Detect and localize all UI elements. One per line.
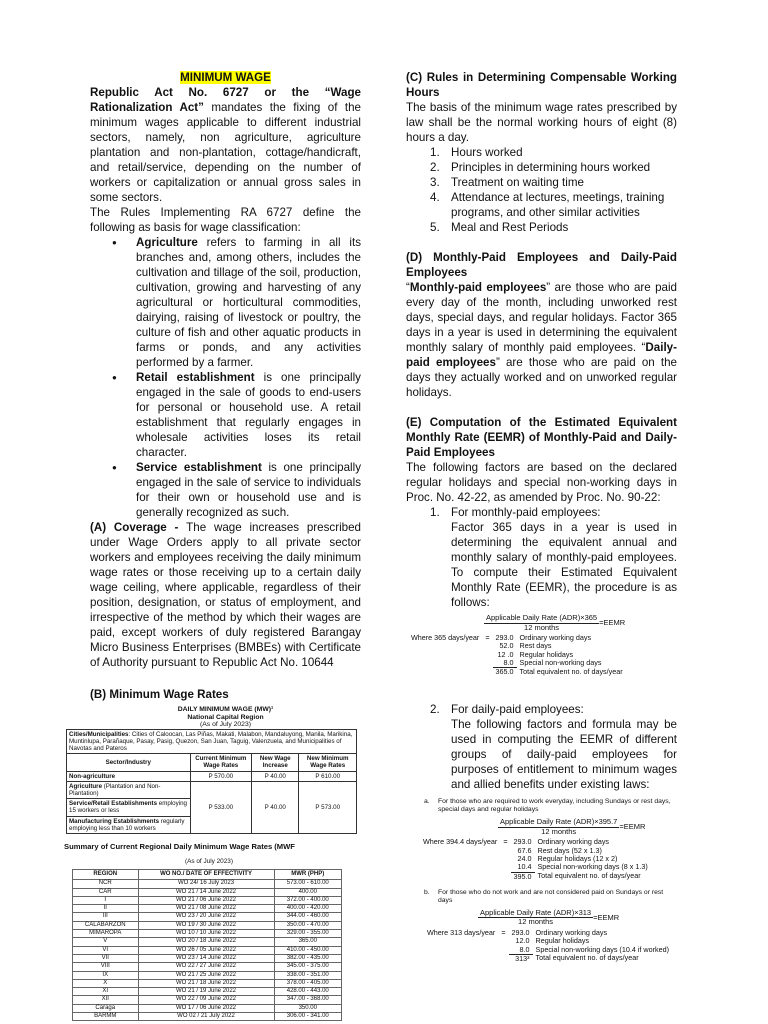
table-row: Non-agriculture P 570.00 P 40.00 P 610.00 xyxy=(67,771,357,781)
calc-row: 10.4 Special non-working days (8 x 1.3) xyxy=(420,863,651,872)
table-row: VII WO 23 / 14 June 2022 382.00 - 435.00 xyxy=(73,954,342,962)
calc-row: 12 .0 Regular holidays xyxy=(497,649,574,659)
section-c-text: The basis of the minimum wage rates prescribed by law shall be the normal working hours of eight (8) hours a day. xyxy=(406,101,677,144)
list-item: 5. Meal and Rest Periods xyxy=(430,221,569,234)
coverage-paragraph: (A) Coverage - The wage increases prescribed under Wage Orders apply to all private sector workers and employees receiving the daily minimum wage rates or those receiving up to a certain daily wage ceiling, where applicable, regardless of their position, designation, or status of employment, and irrespective of the method by which their wages are paid, except workers of duly registered Barangay Micro Business Enterprises (BMBEs) with Certificate of Authority pursuant to Republic Act No. 10644 xyxy=(90,521,361,669)
case-a-text: a. For those who are required to work everyday, including Sundays or rest days, special days and regular holidays xyxy=(424,798,671,814)
calc-row: 52.0 Rest days xyxy=(499,641,552,651)
table-row: VIII WO 22 / 27 June 2022 345.00 - 375.00 xyxy=(73,963,342,971)
list-item: ● Retail establishment is one principally engaged in the sale of goods to end-users for personal or household use. A retail establishment that regularly engages in wholesale activities loses its retail character. xyxy=(90,370,361,460)
eemr-formula-b: $\frac{\text{Applicable Daily Rate (ADR)×313}}{\text{12 months}}$ =EEMR xyxy=(480,907,620,927)
table-row: MIMAROPA WO 10 / 10 June 2022 329.00 - 355.00 xyxy=(73,930,342,938)
regional-wage-block: Summary of Current Regional Daily Minimum Wage Rates (MWF (As of July 2023) REGION WO NO./ DATE OF EFFECTIVITY MWR (PHP) NCR WO 24/ 16 July 2023 573.00 - 610.00 CAR WO 21 / 14 June 2022 400.00 I WO 21 / 06 June 2022 372.00 - 400.00 II WO 21 / 08 June 2022 400.00 - 420.00 III WO 23 / 20 June 2022 344.00 - 460.00 CALABARZON WO 19 / 30 June 2022 350.00 - 470.00 MIMAROPA WO 10 / 10 June 2022 329.00 - 355.00 V WO 20 / 18 June 2022 365.00 VI WO 26 / 05 June 2022 410.00 - 450.00 VII WO 23 / 14 June 2022 382.00 - 435.00 VIII WO 22 / 27 June 2022 345.00 - 375.00 IX WO 21 / 25 June 2022 338.00 - 351.00 X WO 21 / 18 June 2022 378.00 - 405.00 XI WO 21 / 19 June 2022 428.00 - 443.00 XII WO 22 / 09 June 2022 347.00 - 368.00 Caraga WO 17 / 06 June 2022 350.00 BARMM WO 02 / 21 July 2022 306.00 - 341.00 xyxy=(64,839,361,1021)
section-d-text: “Monthly-paid employees” are those who are paid every day of the month, including unworked rest days, special days, and regular holidays. Factor 365 days in a year is used in determining the equivalent monthly salary of monthly paid employees. “Daily-paid employees” are those who are paid on the days they actually worked and on unworked regular holidays. xyxy=(406,281,678,399)
calc-313-table xyxy=(424,929,672,963)
section-e-heading: (E) Computation of the Estimated Equivalent Monthly Rate (EEMR) of Monthly-Paid and Daily-Paid Employees xyxy=(406,416,677,459)
list-item: 1. Hours worked xyxy=(430,146,523,159)
eemr-formula-monthly: $\frac{\text{Applicable Daily Rate (ADR)×365}}{\text{12 months}}$ =EEMR xyxy=(486,613,626,632)
table-row: XI WO 21 / 19 June 2022 428.00 - 443.00 xyxy=(73,988,342,996)
ncr-wage-table-block: DAILY MINIMUM WAGE (MW)¹ National Capital Region (As of July 2023) Cities/Municipalities: Cities of Caloocan, Las Piñas, Makati, Malabon, Mandaluyong, Manila, Marikina, Muntinlupa, Parañaque, Pasay, Pasig, Quezon, San Juan, Taguig, Valenzuela, and Municipalities of Navotas and Pateros Sector/Industry Current Minimum Wage Rates New Wage Increase New Minimum Wage Rates Non-agriculture P 570.00 P 40.00 P 610.00 Agriculture (Plantation and Non-Plantation) P 533.00 P 40.00 P 573.00 Service/Retail Establishments employing 15 workers or less Manufacturing Establishments regularly employing less than 10 workers xyxy=(90,706,361,834)
table-row: VI WO 26 / 05 June 2022 410.00 - 450.00 xyxy=(73,946,342,954)
calc-row: 395.0 Total equivalent no. of days/year xyxy=(513,871,641,881)
calc-row: 67.6 Rest days (52 x 1.3) xyxy=(517,845,602,855)
calc-394-table xyxy=(420,838,651,880)
calc-row: Where 365 days/year = 293.0 Ordinary working days xyxy=(411,633,592,642)
section-d-heading: (D) Monthly-Paid Employees and Daily-Paid Employees xyxy=(406,251,677,279)
case-b-text: b. For those who do not work and are not considered paid on Sundays or rest days xyxy=(424,888,664,904)
table-row: XII WO 22 / 09 June 2022 347.00 - 368.00 xyxy=(73,996,342,1004)
irr-paragraph: The Rules Implementing RA 6727 define the following as basis for wage classification: xyxy=(90,206,361,234)
classification-list xyxy=(90,235,361,520)
calc-row: Where 394.4 days/year = 293.0 Ordinary working days xyxy=(423,837,610,847)
section-c-heading: (C) Rules in Determining Compensable Working Hours xyxy=(406,71,677,99)
calc-row: 313³ Total equivalent no. of days/year xyxy=(515,953,639,963)
list-item: ● Agriculture refers to farming in all its branches and, among others, includes the cultivation and tillage of the soil, production, cultivation, growing and harvesting of any agricultural or horticultural commodities, dairying, raising of livestock or poultry, the culture of fish and other aquatic products in farms or ponds, and any activities performed by a farmer. xyxy=(90,235,361,370)
table-row: CALABARZON WO 19 / 30 June 2022 350.00 - 470.00 xyxy=(73,921,342,929)
monthly-paid-item: 1. For monthly-paid employees: Factor 365 days in a year is used in determining the equivalent annual and monthly salary of monthly-paid employees. To compute their Estimated Equivalent Monthly Rate (EEMR), the procedure is as follows: xyxy=(430,506,677,609)
table-row: IX WO 21 / 25 June 2022 338.00 - 351.00 xyxy=(73,971,342,979)
list-item: ● Service establishment is one principally engaged in the sale of service to individuals for their own or household use and is generally recognized as such. xyxy=(90,460,361,520)
table-row: Manufacturing Establishments regularly employing less than 10 workers xyxy=(67,816,357,833)
page-title: MINIMUM WAGE xyxy=(180,71,271,84)
calc-row: 24.0 Regular holidays (12 x 2) xyxy=(517,854,618,864)
section-e-text: The following factors are based on the declared regular holidays and special non-working days in Proc. No. 42-22, as amended by Proc. No. 90-22: xyxy=(406,461,677,504)
table-row: BARMM WO 02 / 21 July 2022 306.00 - 341.00 xyxy=(73,1012,342,1020)
table-row: CAR WO 21 / 14 June 2022 400.00 xyxy=(73,888,342,896)
eemr-formula-a: $\frac{\text{Applicable Daily Rate (ADR)×395.7}}{\text{12 months}}$ =EEMR xyxy=(500,817,646,836)
table-row: Agriculture (Plantation and Non-Plantation) P 533.00 P 40.00 P 573.00 xyxy=(67,781,357,798)
regional-wage-table: REGION WO NO./ DATE OF EFFECTIVITY MWR (PHP) NCR WO 24/ 16 July 2023 573.00 - 610.00 CAR WO 21 / 14 June 2022 400.00 I WO 21 / 06 June 2022 372.00 - 400.00 II WO 21 / 08 June 2022 400.00 - 420.00 III WO 23 / 20 June 2022 344.00 - 460.00 CALABARZON WO 19 / 30 June 2022 350.00 - 470.00 MIMAROPA WO 10 / 10 June 2022 329.00 - 355.00 V WO 20 / 18 June 2022 365.00 VI WO 26 / 05 June 2022 410.00 - 450.00 VII WO 23 / 14 June 2022 382.00 - 435.00 VIII WO 22 / 27 June 2022 345.00 - 375.00 IX WO 21 / 25 June 2022 338.00 - 351.00 X WO 21 / 18 June 2022 378.00 - 405.00 XI WO 21 / 19 June 2022 428.00 - 443.00 XII WO 22 / 09 June 2022 347.00 - 368.00 Caraga WO 17 / 06 June 2022 350.00 BARMM WO 02 / 21 July 2022 306.00 - 341.00 xyxy=(72,869,342,1021)
list-item: 3. Treatment on waiting time xyxy=(430,176,584,189)
table-row: Service/Retail Establishments employing 15 workers or less xyxy=(67,799,357,816)
calc-row: Where 313 days/year = 293.0 Ordinary working days xyxy=(427,927,608,937)
table-row: II WO 21 / 08 June 2022 400.00 - 420.00 xyxy=(73,905,342,913)
ncr-wage-table: Cities/Municipalities: Cities of Caloocan, Las Piñas, Makati, Malabon, Mandaluyong, Manila, Marikina, Muntinlupa, Parañaque, Pasay, Pasig, Quezon, San Juan, Taguig, Valenzuela, and Municipalities of Navotas and Pateros Sector/Industry Current Minimum Wage Rates New Wage Increase New Minimum Wage Rates Non-agriculture P 570.00 P 40.00 P 610.00 Agriculture (Plantation and Non-Plantation) P 533.00 P 40.00 P 573.00 Service/Retail Establishments employing 15 workers or less Manufacturing Establishments regularly employing less than 10 workers xyxy=(66,729,357,834)
daily-paid-item: 2. For daily-paid employees: The following factors and formula may be used in computing the EEMR of different groups of daily-paid employees for purposes of entitlement to minimum wages and allied benefits under existing laws: xyxy=(430,703,677,792)
hours-list xyxy=(406,145,677,235)
ra-paragraph: Republic Act No. 6727 or the “Wage Rationalization Act” mandates the fixing of the minimum wages applicable to different industrial sectors, namely, non agriculture, agriculture plantation and non-plantation, cottage/handicraft, and retail/service, depending on the number of workers or capitalization or annual gross sales in some sectors. xyxy=(90,86,361,204)
table-row: III WO 23 / 20 June 2022 344.00 - 460.00 xyxy=(73,913,342,921)
list-item: 2. Principles in determining hours worked xyxy=(430,161,651,174)
calc-row: 8.0 Special non-working days xyxy=(408,659,626,668)
calc-365-table xyxy=(408,634,626,676)
table-row: X WO 21 / 18 June 2022 378.00 - 405.00 xyxy=(73,979,342,987)
calc-row: 12.0 Regular holidays xyxy=(515,936,590,946)
table-row: V WO 20 / 18 June 2022 365.00 xyxy=(73,938,342,946)
list-item: 4. Attendance at lectures, meetings, training programs, and other similar activities xyxy=(430,191,665,219)
right-column xyxy=(406,70,677,963)
rates-heading: (B) Minimum Wage Rates xyxy=(90,688,229,701)
table-row: NCR WO 24/ 16 July 2023 573.00 - 610.00 xyxy=(73,880,342,888)
table-row: I WO 21 / 06 June 2022 372.00 - 400.00 xyxy=(73,896,342,904)
calc-row: 8.0 Special non-working days (10.4 if worked) xyxy=(424,946,672,955)
calc-row: 365.0 Total equivalent no. of days/year xyxy=(495,666,623,677)
table-row: Caraga WO 17 / 06 June 2022 350.00 xyxy=(73,1004,342,1012)
left-column xyxy=(64,70,361,1021)
